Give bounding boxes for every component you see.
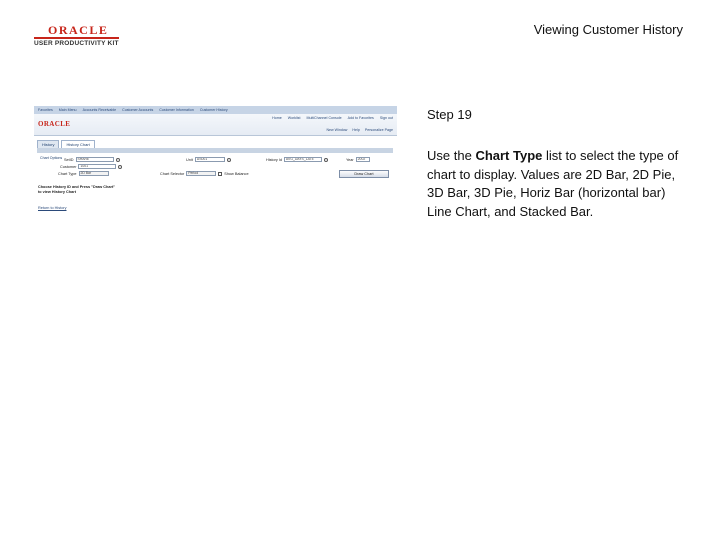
thumb-customer-field [60,164,122,169]
thumb-hint-text: Choose History ID and Press "Draw Chart" to view History Chart [38,185,116,194]
thumb-brand-bar [34,114,397,136]
thumb-oracle-logo: ORACLE [38,120,71,128]
thumb-history-field [266,157,328,162]
thumb-year-label: Year [346,157,354,162]
thumb-unit-input: US001 [195,157,225,162]
thumb-menu-item: Customer Information [159,108,194,112]
instruction-suffix: list to select the type of chart to display. Values are 2D Bar, 2D Pie, 3D Bar, 3D Pie, Horiz Bar (horizontal bar) Line Chart, and Stacked Bar. [427,148,679,219]
thumb-lookup-icon [227,158,231,162]
thumb-chart-selector-select: Period [186,171,216,176]
oracle-upk-logo [34,24,124,48]
oracle-logo-text: ORACLE [48,23,109,37]
step-number: Step 19 [427,107,472,122]
thumb-tab-history: History [37,140,59,149]
thumb-chart-type-label: Chart Type [58,171,77,176]
upk-logo-text: USER PRODUCTIVITY KIT [34,40,119,47]
thumb-top-link: Worklist [287,116,301,120]
thumb-lookup-icon [116,158,120,162]
thumb-customer-input: 1001 [78,164,116,169]
thumb-lookup-icon [324,158,328,162]
thumb-sub-link: Help [352,128,360,132]
thumb-setid-label: SetID [64,157,74,162]
thumb-setid-input: SHARE [76,157,114,162]
thumb-setid-field [64,157,120,162]
thumb-menu-item: Accounts Receivable [82,108,117,112]
logo-rule [34,37,119,39]
thumb-chart-selector-label: Chart Selector [160,171,185,176]
thumb-draw-chart-button: Draw Chart [339,170,389,178]
thumb-top-link: Sign out [379,116,393,120]
thumb-menu-item: Favorites [38,108,53,112]
thumb-customer-label: Customer [60,164,77,169]
thumb-chart-type-field [58,171,109,176]
thumb-top-link: MultiChannel Console [306,116,342,120]
thumb-history-link: Return to History [38,206,67,210]
instruction-prefix: Use the [427,148,472,163]
thumb-sub-link: New Window [326,128,348,132]
thumb-chart-selector-field [160,171,249,176]
thumb-history-label: History Id [266,157,283,162]
step-instruction [427,147,692,221]
instruction-field-name: Chart Type [475,148,543,163]
screenshot-thumbnail [34,106,397,218]
thumb-menu-item: Customer Accounts [122,108,154,112]
thumb-show-balance-checkbox [218,172,222,176]
thumb-section-title: Chart Options [40,156,63,160]
thumb-menu-item: Customer History [199,108,228,112]
thumb-chart-type-select: 2D Bar [79,171,109,176]
thumb-top-link: Home [272,116,282,120]
thumb-lookup-icon [118,165,122,169]
thumb-show-balance-label: Show Balance [224,171,249,176]
thumb-menu-bar [34,106,397,114]
slide-title: Viewing Customer History [533,22,683,37]
thumb-sub-links [326,128,393,132]
thumb-sub-link: Personalize Page [364,128,393,132]
thumb-top-links [272,116,393,120]
thumb-unit-label: Unit [186,157,193,162]
thumb-year-field [346,157,370,162]
thumb-unit-field [186,157,231,162]
thumb-tab-history-chart: History Chart [61,140,94,149]
thumb-top-link: Add to Favorites [347,116,374,120]
thumb-history-input: AVG_DAYS_LATE [284,157,322,162]
thumb-menu-item: Main Menu [58,108,77,112]
thumb-year-input: 2002 [356,157,370,162]
